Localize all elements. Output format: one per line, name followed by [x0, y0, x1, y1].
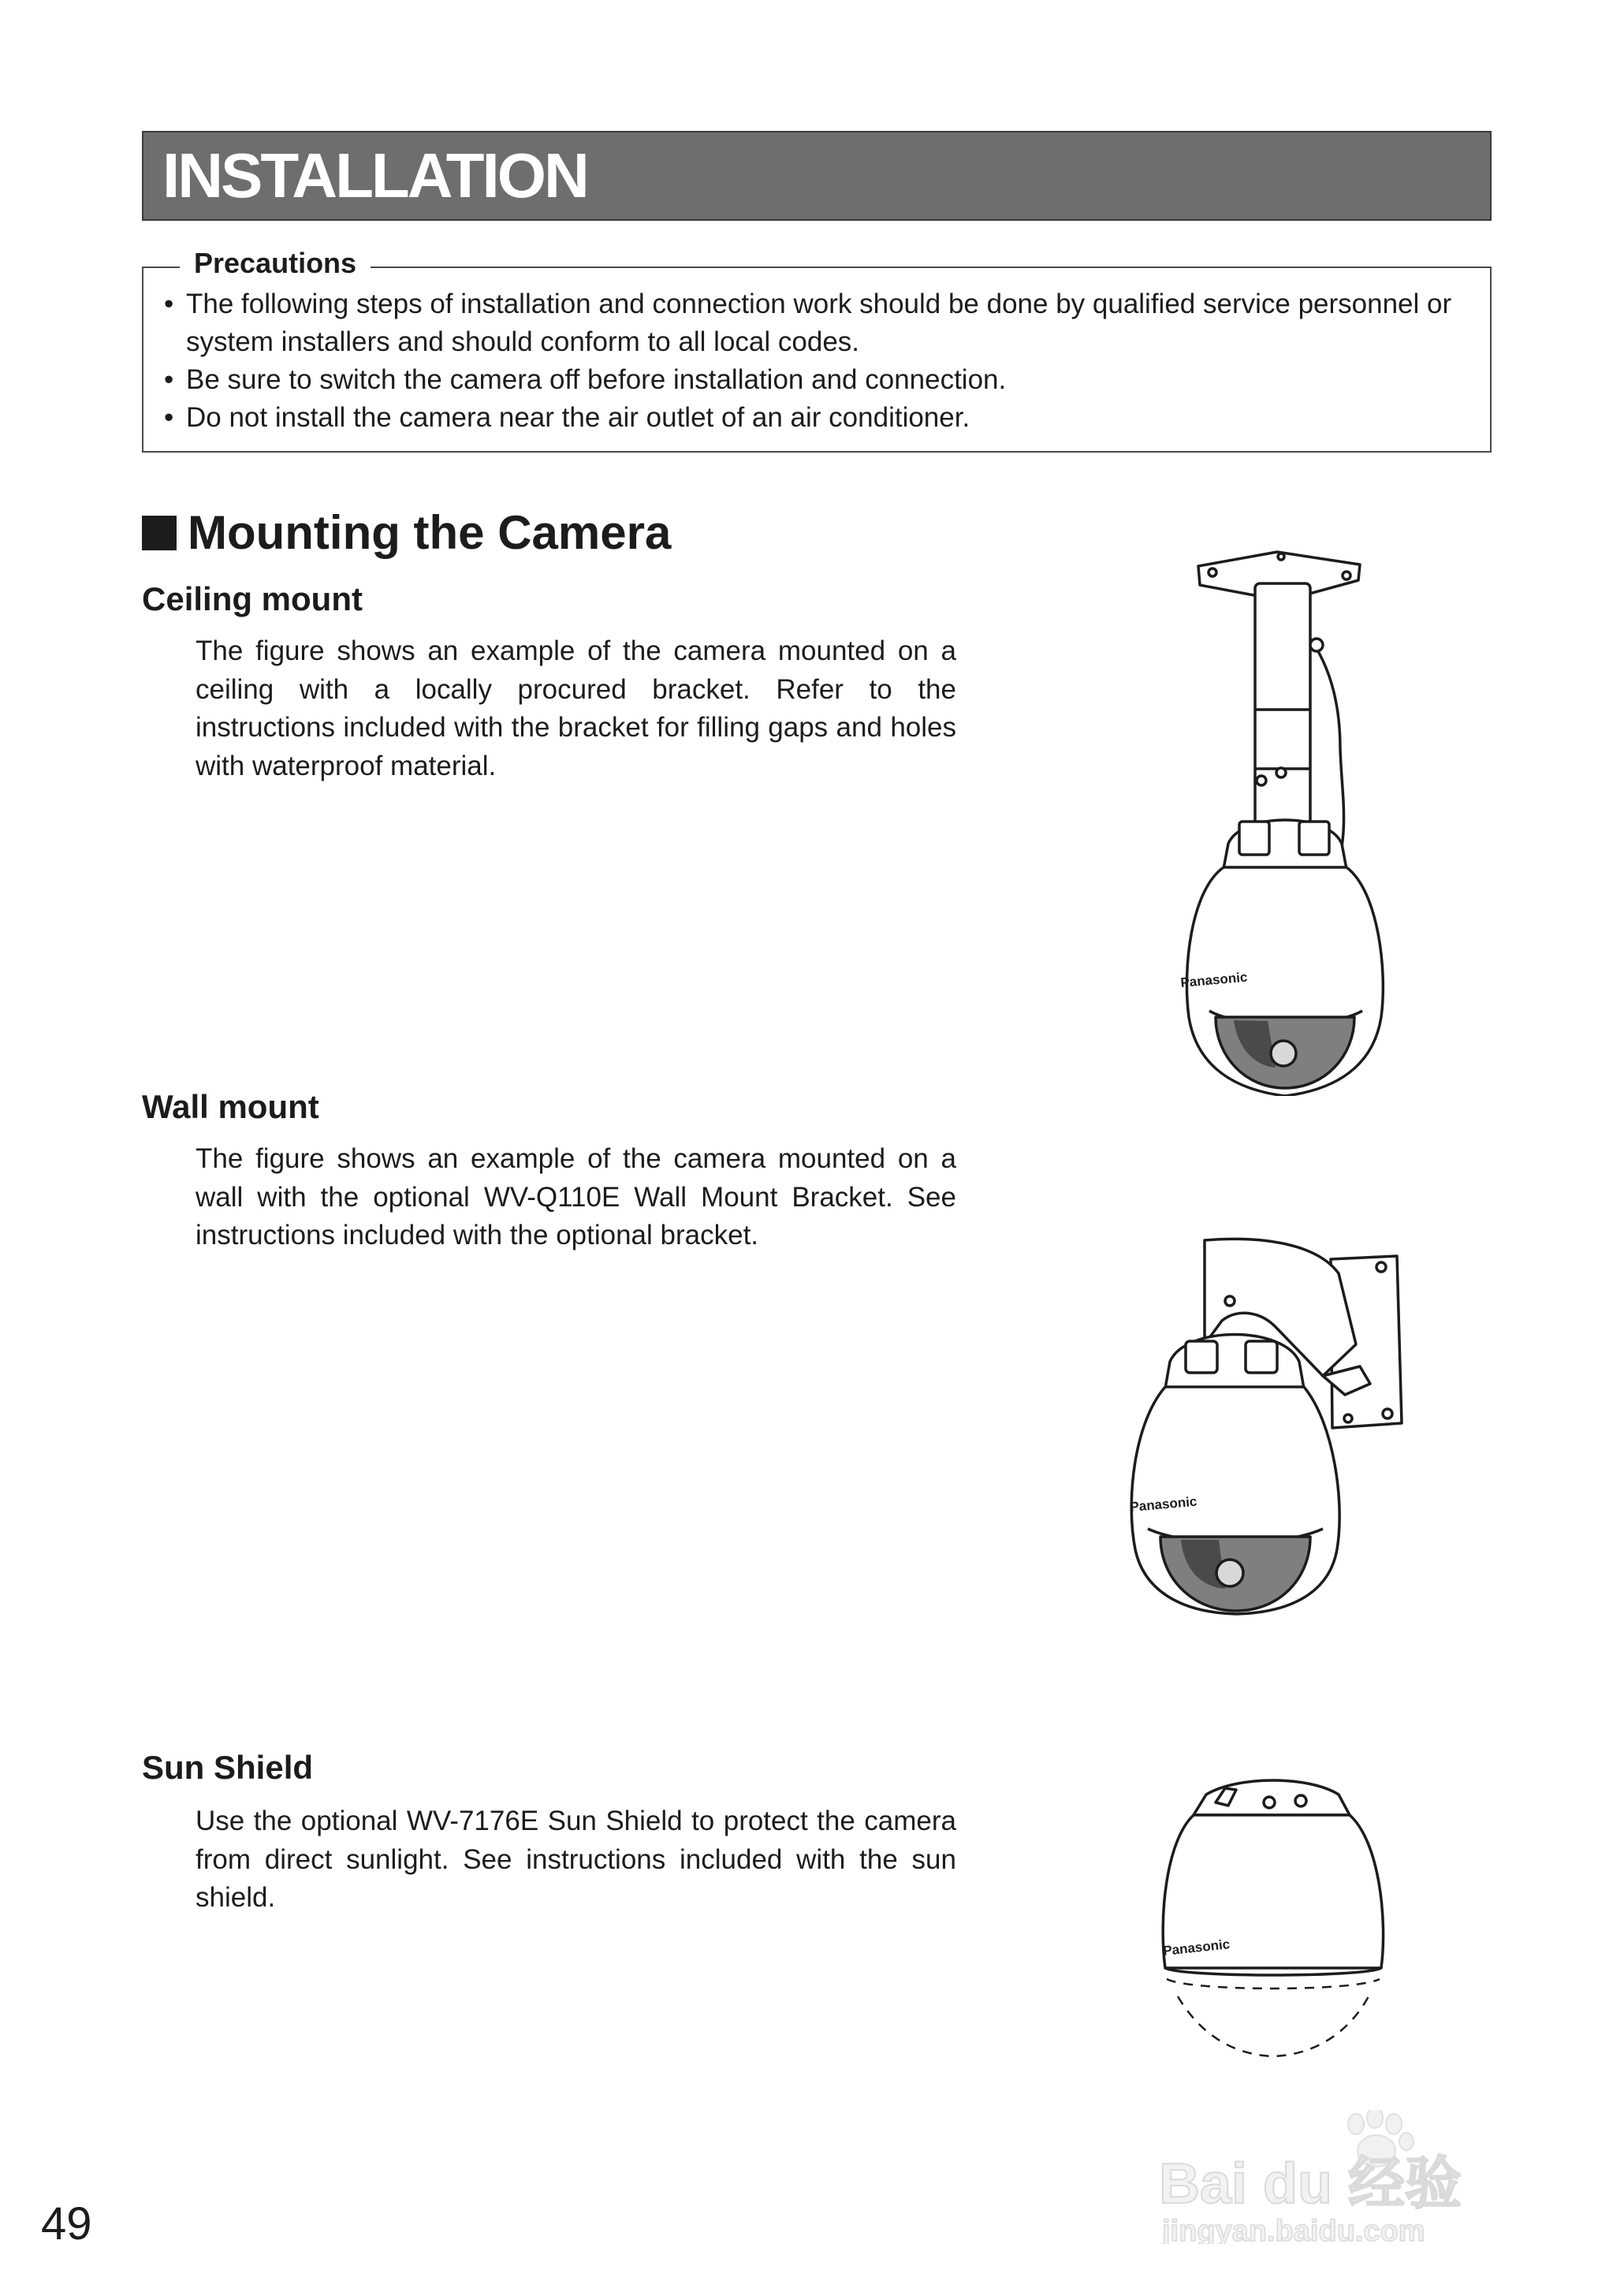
precautions-list: [162, 285, 1479, 437]
page-number: 49: [41, 2198, 92, 2249]
wall-camera-brand: Panasonic: [1129, 1493, 1198, 1515]
ceiling-camera-illustration: [1167, 544, 1403, 1096]
page-title: INSTALLATION: [162, 140, 587, 211]
precaution-item: • Be sure to switch the camera off before installation and connection.: [162, 361, 1479, 399]
wall-mount-text: The figure shows an example of the camera mounted on a wall with the optional WV-Q110E Wall Mount Bracket. See instructions included with the optional bracket.: [196, 1143, 956, 1250]
baidu-watermark: [1159, 2110, 1561, 2244]
ceiling-mount-text: The figure shows an example of the camera mounted on a ceiling with a locally procured bracket. Refer to the instructions included with the bracket for filling gaps and holes with waterproof material.: [196, 636, 956, 781]
ceiling-mount-heading: Ceiling mount: [142, 580, 363, 617]
baidu-paw-icon: [1159, 2110, 1561, 2244]
precaution-item: • The following steps of installation and connection work should be done by qualified service personnel or system installers and should conform to all local codes.: [162, 285, 1479, 361]
section-title: [142, 505, 671, 561]
section-title-text: Mounting the Camera: [188, 506, 672, 559]
ceiling-camera-brand: Panasonic: [1179, 969, 1249, 990]
title-banner: [142, 131, 1492, 221]
sun-shield-brand: Panasonic: [1162, 1936, 1231, 1959]
watermark-url: jingyan.baidu.com: [1162, 2215, 1425, 2244]
wall-camera-illustration: [1119, 1226, 1419, 1620]
sun-shield-illustration: [1143, 1771, 1395, 2070]
sun-shield-heading: Sun Shield: [142, 1749, 314, 1786]
precautions-label: Precautions: [180, 246, 371, 281]
wall-mount-heading: Wall mount: [142, 1088, 319, 1125]
sun-shield-text: Use the optional WV-7176E Sun Shield to protect the camera from direct sunlight. See instructions included with the sun shield.: [196, 1806, 956, 1913]
square-bullet-icon: [142, 516, 177, 550]
precaution-item: • Do not install the camera near the air outlet of an air conditioner.: [162, 399, 1479, 437]
watermark-logo: Bai du 经验: [1159, 2152, 1462, 2216]
